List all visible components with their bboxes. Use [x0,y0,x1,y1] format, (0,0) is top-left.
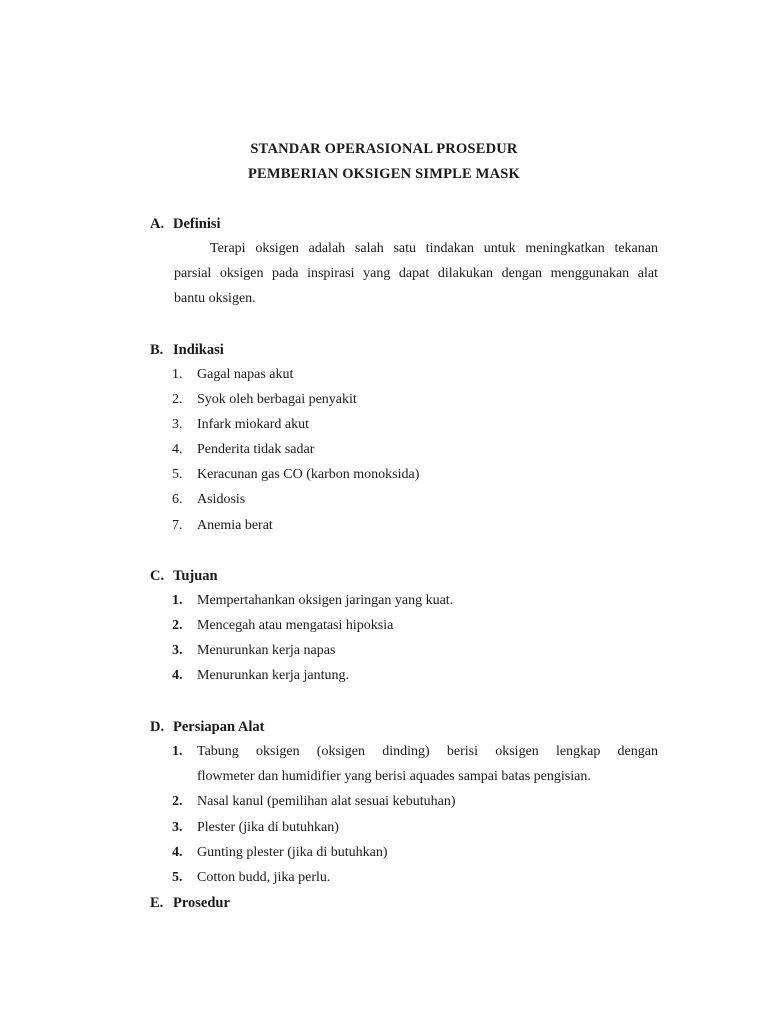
section-b-title: Indikasi [173,342,224,358]
indication-text: Anemia berat [197,518,273,533]
indication-text: Penderita tidak sadar [197,442,315,457]
section-e-heading [150,895,230,912]
section-d-heading [150,719,264,736]
document-title-line-1: STANDAR OPERASIONAL PROSEDUR [250,141,518,157]
goal-text: Mempertahankan oksigen jaringan yang kuat. [197,593,454,608]
goal-text: Menurunkan kerja jantung. [197,668,350,683]
equipment-number: 4. [172,845,183,860]
definition-line-1: Terapi oksigen adalah salah satu tindakan untuk meningkatkan tekanan [210,241,658,256]
equipment-number: 1. [172,744,183,759]
goal-text: Menurunkan kerja napas [197,643,336,658]
equipment-number: 3. [172,820,183,835]
section-d-title: Persiapan Alat [173,719,265,735]
section-c-letter: C. [150,568,165,584]
goal-text: Mencegah atau mengatasi hipoksia [197,618,394,633]
section-d-letter: D. [150,719,165,735]
goal-number: 3. [172,643,183,658]
goal-number: 4. [172,668,183,683]
section-a-title: Definisi [173,216,221,232]
section-a-heading [150,216,221,233]
indication-number: 7. [172,518,183,533]
goal-number: 1. [172,593,183,608]
section-e-title: Prosedur [173,895,230,911]
definition-line-3: bantu oksigen. [174,291,256,306]
section-b-heading [150,342,224,359]
indication-number: 5. [172,467,183,482]
indication-number: 6. [172,492,183,507]
equipment-number: 5. [172,870,183,885]
section-c-title: Tujuan [173,568,218,584]
equipment-text-continuation: flowmeter dan humidifier yang berisi aquades sampai batas pengisian. [197,769,591,784]
section-a-letter: A. [150,216,165,232]
indication-number: 4. [172,442,183,457]
section-c-heading [150,568,218,585]
goal-number: 2. [172,618,183,633]
equipment-text: Tabung oksigen (oksigen dinding) berisi oksigen lengkap dengan [197,744,658,759]
equipment-text: Gunting plester (jika di butuhkan) [197,845,388,860]
indication-text: Gagal napas akut [197,367,294,382]
indication-text: Syok oleh berbagai penyakit [197,392,357,407]
section-b-letter: B. [150,342,164,358]
indication-text: Infark miokard akut [197,417,309,432]
indication-number: 1. [172,367,183,382]
section-e-letter: E. [150,895,164,911]
equipment-text: Cotton budd, jika perlu. [197,870,331,885]
indication-number: 3. [172,417,183,432]
equipment-text: Plester (jika di butuhkan) [197,820,339,835]
equipment-text: Nasal kanul (pemilihan alat sesuai kebutuhan) [197,794,456,809]
document-title-line-2: PEMBERIAN OKSIGEN SIMPLE MASK [247,166,521,182]
equipment-number: 2. [172,794,183,809]
indication-text: Keracunan gas CO (karbon monoksida) [197,467,420,482]
indication-number: 2. [172,392,183,407]
indication-text: Asidosis [197,492,246,507]
definition-line-2: parsial oksigen pada inspirasi yang dapat dilakukan dengan menggunakan alat [174,266,658,281]
